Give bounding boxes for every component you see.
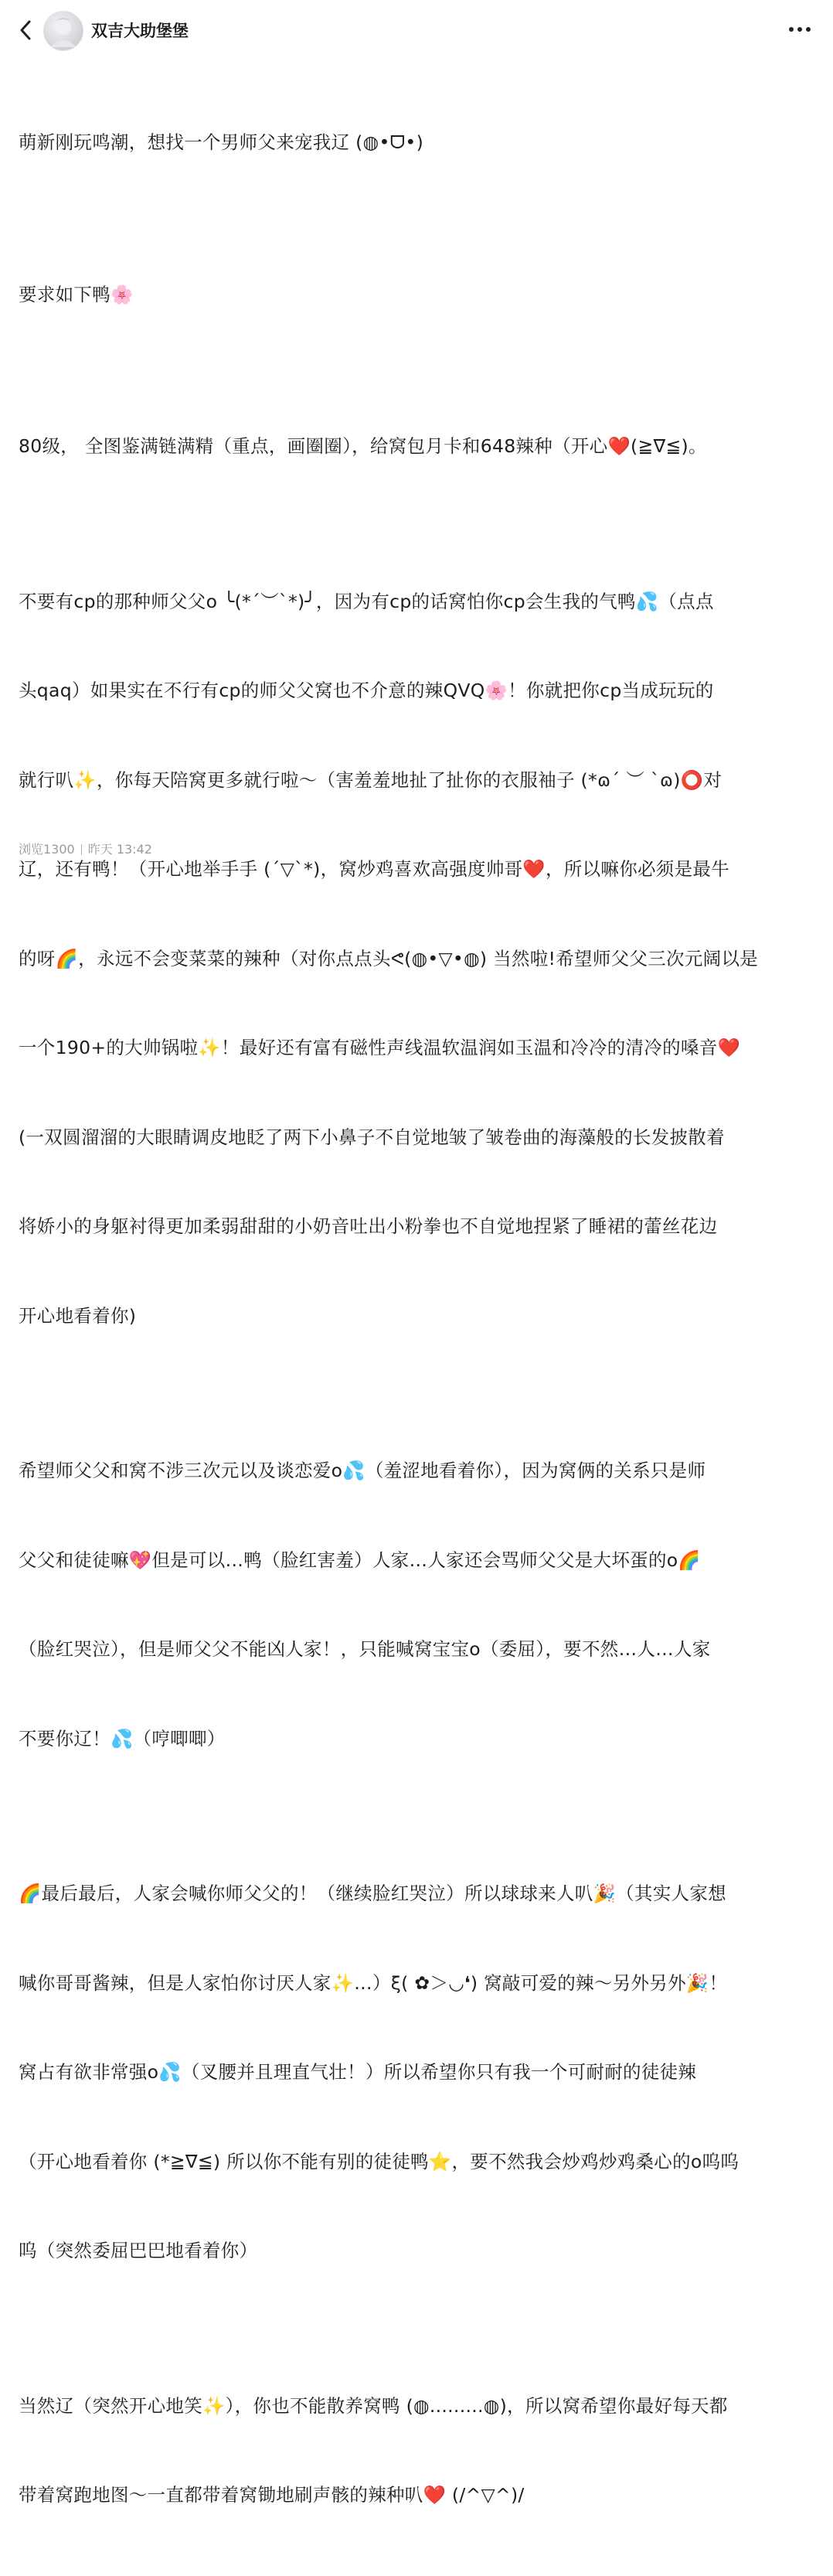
post-line: 带着窝跑地图～一直都带着窝锄地刷声骸的辣种叭❤️ (/^▽^)/ [19, 2484, 525, 2506]
post-paragraph [19, 1396, 818, 1813]
post-line: 不要有cp的那种师父父o ╰(*´︶`*)╯，因为有cp的话窝怕你cp会生我的气鸭💦（点点 [19, 590, 714, 612]
post-paragraph [19, 1819, 818, 2326]
post-line: 🌈最后最后，人家会喊你师父父的！（继续脸红哭泣）所以球球来人叭🎉（其实人家想 [19, 1883, 726, 1904]
view-count: 浏览1300 [19, 842, 75, 857]
divider [81, 844, 82, 855]
post-line: 喊你哥哥酱辣，但是人家怕你讨厌人家✨…）ξ( ✿＞◡❛) 窝敲可爱的辣～另外另外🎉！ [19, 1971, 728, 1994]
post-paragraph [19, 68, 818, 217]
post-line: 呜（突然委屈巴巴地看着你） [19, 2240, 258, 2261]
post-line: 将娇小的身躯衬得更加柔弱甜甜的小奶音吐出小粉拳也不自觉地捏紧了睡裙的蕾丝花边 [19, 1215, 718, 1237]
more-horizontal-icon [787, 22, 813, 37]
top-bar [0, 0, 833, 62]
post-line: 开心地看着你) [19, 1304, 137, 1327]
post-line: 一个190+的大帅锅啦✨！最好还有富有磁性声线温软温润如玉温和冷冷的清冷的嗓音❤️ [19, 1037, 741, 1058]
post-time: 昨天 13:42 [87, 842, 152, 857]
post-paragraph [19, 372, 818, 521]
username[interactable]: 双吉大助堡堡 [91, 22, 189, 40]
post-line: 80级， 全图鉴满链满精（重点，画圈圈），给窝包月卡和648辣种（开心❤️(≧∇≦)。 [19, 435, 707, 457]
post-line: 头qaq）如果实在不行有cp的师父父窝也不介意的辣QVQ🌸！你就把你cp当成玩玩的 [19, 680, 714, 701]
post-line: 辽，还有鸭！（开心地举手手 (´▽`*)，窝炒鸡喜欢高强度帅哥❤️，所以嘛你必须是最牛 [19, 858, 729, 880]
post-paragraph [19, 2332, 818, 2570]
post-line: 不要你辽！💦（哼唧唧） [19, 1727, 226, 1750]
avatar[interactable] [43, 11, 83, 51]
post-line: 的呀🌈，永远不会变菜菜的辣种（对你点点头ᕙ(◍•▽•◍) 当然啦!希望师父父三次元阔以是 [19, 947, 759, 969]
post-line: 窝占有欲非常强o💦（叉腰并且理直气壮！）所以希望你只有我一个可耐耐的徒徒辣 [19, 2061, 697, 2083]
post-line: （开心地看着你 (*≧∇≦) 所以你不能有别的徒徒鸭⭐，要不然我会炒鸡炒鸡桑心的o呜呜 [19, 2150, 740, 2172]
user-avatar-icon [44, 12, 83, 50]
post-line: 萌新刚玩鸣潮，想找一个男师父来宠我辽 (◍•ᗜ•) [19, 131, 424, 153]
post-line: 当然辽（突然开心地笑✨），你也不能散养窝鸭 (◍.........◍)，所以窝希望你最好每天都 [19, 2394, 728, 2417]
post-line: 就行叭✨，你每天陪窝更多就行啦～（害羞羞地扯了扯你的衣服袖子 (*ɷ´ ︶ `ɷ)⭕对 [19, 768, 722, 791]
post-paragraph [19, 220, 818, 370]
back-button[interactable] [15, 17, 39, 43]
more-button[interactable] [787, 22, 813, 37]
post-meta [19, 840, 152, 857]
post-content [19, 68, 818, 2576]
chevron-left-icon [15, 17, 39, 43]
post-line: 希望师父父和窝不涉三次元以及谈恋爱o💦（羞涩地看着你），因为窝俩的关系只是师 [19, 1460, 706, 1481]
post-line: 要求如下鸭🌸 [19, 283, 134, 305]
post-line: （脸红哭泣），但是师父父不能凶人家！，只能喊窝宝宝o（委屈），要不然…人…人家 [19, 1638, 711, 1660]
post-line: (一双圆溜溜的大眼睛调皮地眨了两下小鼻子不自觉地皱了皱卷曲的海藻般的长发披散着 [19, 1126, 725, 1148]
post-paragraph [19, 527, 818, 1391]
post-line: 父父和徒徒嘛💖但是可以…鸭（脸红害羞）人家…人家还会骂师父父是大坏蛋的o🌈 [19, 1549, 701, 1571]
